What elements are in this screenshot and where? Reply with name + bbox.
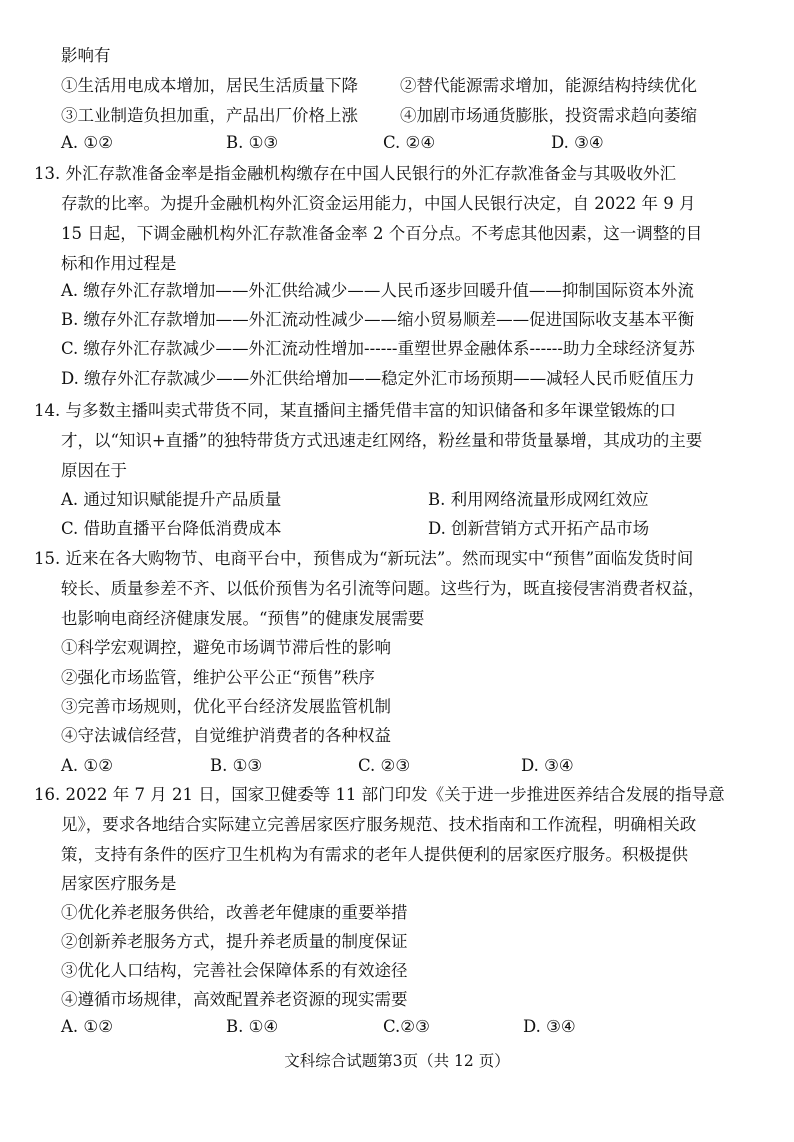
q15-statement-1: ①科学宏观调控，避免市场调节滞后性的影响	[61, 638, 391, 657]
page-footer: 文科综合试题第3页（共 12 页）	[284, 1052, 510, 1070]
q15-statement-3: ③完善市场规则，优化平台经济发展监管机制	[61, 697, 391, 716]
q15-statement-4: ④守法诚信经营，自觉维护消费者的各种权益	[61, 726, 391, 745]
q13-option-b: B. 缴存外汇存款增加——外汇流动性减少——缩小贸易顺差——促进国际收支基本平衡	[61, 310, 695, 329]
q16-line-3: 策，支持有条件的医疗卫生机构为有需求的老年人提供便利的居家医疗服务。积极提供	[61, 845, 688, 864]
q16-statement-1: ①优化养老服务供给，改善老年健康的重要举措	[61, 903, 408, 922]
q12-option-c: C. ②④	[383, 133, 436, 152]
q15-line-1: 15. 近来在各大购物节、电商平台中，预售成为“新玩法”。然而现实中“预售”面临发货时间	[34, 549, 694, 568]
q14-option-c: C. 借助直播平台降低消费成本	[61, 519, 282, 538]
q12-statement-1: ①生活用电成本增加，居民生活质量下降	[61, 76, 358, 95]
q15-option-b: B. ①③	[210, 756, 263, 775]
q14-option-a: A. 通过知识赋能提升产品质量	[61, 490, 282, 509]
q12-statement-3: ③工业制造负担加重，产品出厂价格上涨	[61, 106, 358, 125]
q16-option-d: D. ③④	[523, 1017, 576, 1036]
q16-option-c: C.②③	[383, 1017, 430, 1036]
q13-option-c: C. 缴存外汇存款减少——外汇流动性增加------重塑世界金融体系------助力全球经济复苏	[61, 339, 695, 358]
q12-statement-2: ②替代能源需求增加，能源结构持续优化	[400, 76, 697, 95]
q16-statement-3: ③优化人口结构，完善社会保障体系的有效途径	[61, 961, 408, 980]
q16-line-4: 居家医疗服务是	[61, 874, 177, 893]
q13-line-1: 13. 外汇存款准备金率是指金融机构缴存在中国人民银行的外汇存款准备金与其吸收外汇	[34, 164, 676, 183]
q14-option-d: D. 创新营销方式开拓产品市场	[428, 519, 650, 538]
q14-option-b: B. 利用网络流量形成网红效应	[428, 490, 649, 509]
q12-stem-end: 影响有	[61, 46, 111, 65]
q13-line-4: 标和作用过程是	[61, 254, 177, 273]
q15-option-d: D. ③④	[521, 756, 574, 775]
q16-line-1: 16. 2022 年 7 月 21 日，国家卫健委等 11 部门印发《关于进一步推进医养结合发展的指导意	[34, 785, 725, 804]
q15-statement-2: ②强化市场监管，维护公平公正“预售”秩序	[61, 668, 375, 687]
q13-line-2: 存款的比率。为提升金融机构外汇资金运用能力，中国人民银行决定，自 2022 年 9 月	[61, 194, 696, 213]
q12-option-d: D. ③④	[551, 133, 604, 152]
q16-line-2: 见》，要求各地结合实际建立完善居家医疗服务规范、技术指南和工作流程，明确相关政	[61, 815, 697, 834]
q16-option-a: A. ①②	[61, 1017, 113, 1036]
q13-line-3: 15 日起，下调金融机构外汇存款准备金率 2 个百分点。不考虑其他因素，这一调整的目	[61, 224, 703, 243]
q12-option-a: A. ①②	[61, 133, 113, 152]
q12-statement-4: ④加剧市场通货膨胀，投资需求趋向萎缩	[400, 106, 697, 125]
q15-line-2: 较长、质量参差不齐、以低价预售为名引流等问题。这些行为，既直接侵害消费者权益，	[61, 579, 705, 598]
q15-option-c: C. ②③	[358, 756, 411, 775]
q14-line-1: 14. 与多数主播叫卖式带货不同，某直播间主播凭借丰富的知识储备和多年课堂锻炼的口	[34, 401, 676, 420]
q14-line-3: 原因在于	[61, 461, 127, 480]
q13-option-a: A. 缴存外汇存款增加——外汇供给减少——人民币逐步回暖升值——抑制国际资本外流	[61, 281, 694, 300]
q12-option-b: B. ①③	[226, 133, 279, 152]
q14-line-2: 才，以“知识+直播”的独特带货方式迅速走红网络，粉丝量和带货量暴增，其成功的主要	[61, 431, 703, 450]
q13-option-d: D. 缴存外汇存款减少——外汇供给增加——稳定外汇市场预期——减轻人民币贬值压力	[61, 369, 695, 388]
q15-option-a: A. ①②	[61, 756, 113, 775]
q16-statement-4: ④遵循市场规律，高效配置养老资源的现实需要	[61, 990, 408, 1009]
q16-option-b: B. ①④	[226, 1017, 279, 1036]
q15-line-3: 也影响电商经济健康发展。“预售”的健康发展需要	[61, 609, 425, 628]
q16-statement-2: ②创新养老服务方式，提升养老质量的制度保证	[61, 932, 408, 951]
